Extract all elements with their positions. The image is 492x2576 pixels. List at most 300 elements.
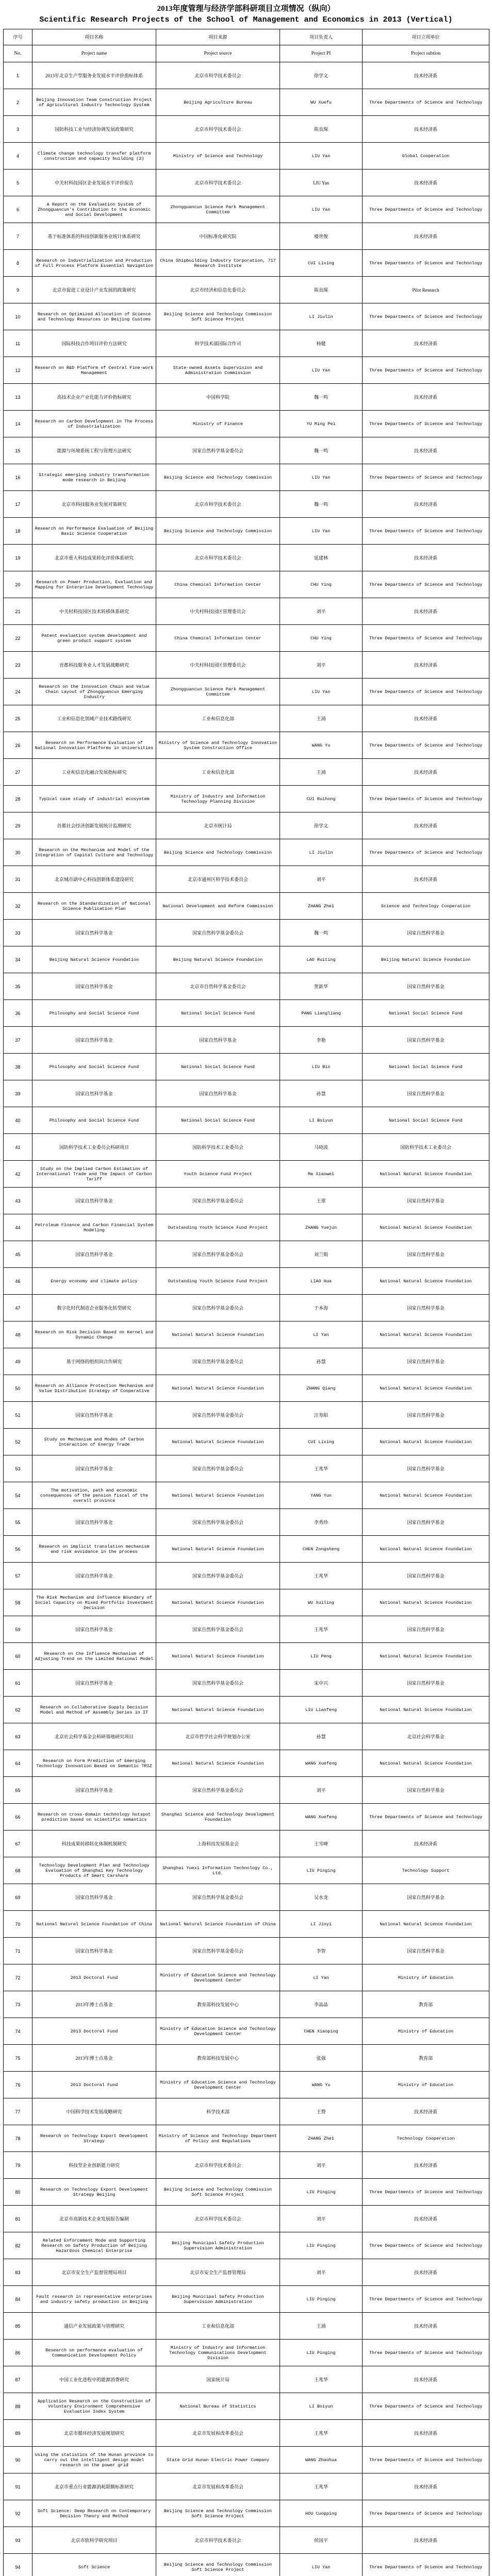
table-row [4, 705, 489, 732]
project-source: Ministry of Industry and Information Technology Planning Division [156, 786, 280, 812]
project-name: Philosophy and Social Science Fund [32, 1000, 156, 1027]
project-unit: Three Departments of Science and Technology [363, 303, 489, 330]
project-pi: CHEN Zongsheng [280, 1536, 363, 1563]
project-source: National Natural Science Foundation [156, 1750, 280, 1777]
project-name: Research on the Innovation Chain and Value Chain Layout of Zhongguancun Emerging Industry [32, 679, 156, 705]
row-number: 53 [4, 1455, 32, 1482]
project-name: 首都科技服务业人才发展战略研究 [32, 652, 156, 679]
project-unit: 国家自然科学基金 [363, 1295, 489, 1321]
row-number: 59 [4, 1616, 32, 1643]
project-name: 北京市高新技术企业发展报告编制 [32, 2206, 156, 2232]
table-row [4, 1188, 489, 1214]
table-row [4, 491, 489, 518]
project-name: Research on the Influence Mechanism of Adjusting Trend on the Limited Rational Model [32, 1643, 156, 1670]
project-name: Research on Power Production, Evaluation and Mapping for Enterprise Development Technology [32, 571, 156, 598]
project-name: 北京市重大科技成果转化评价体系研究 [32, 545, 156, 571]
project-pi: CHEN Xiaoping [280, 2018, 363, 2045]
table-row [4, 1589, 489, 1616]
project-source: 国家自然科学基金委员会 [156, 1402, 280, 1429]
project-source: 国家自然科学基金委员会 [156, 1188, 280, 1214]
project-name: 国家自然科学基金 [32, 1884, 156, 1911]
project-name: 中国科学技术发展战略研究 [32, 2098, 156, 2125]
project-unit: Global Cooperation [363, 143, 489, 170]
project-unit: 国家自然科学基金 [363, 1348, 489, 1375]
table-row [4, 652, 489, 679]
project-name: 工业和信息化融合发展指标研究 [32, 759, 156, 786]
project-pi: LIU Yan [280, 196, 363, 223]
project-pi: HOU Cuopping [280, 2500, 363, 2527]
project-name: 国家自然科学基金 [32, 1777, 156, 1804]
project-pi: 陈良琛 [280, 116, 363, 143]
row-number: 72 [4, 1964, 32, 1991]
table-row [4, 1670, 489, 1697]
project-unit: National Social Science Fund [363, 1054, 489, 1080]
project-pi: WANG Xuefeng [280, 1804, 363, 1831]
project-pi: 侯国平 [280, 2527, 363, 2554]
project-unit: 技术经济系 [363, 545, 489, 571]
project-unit: 技术经济系 [363, 2420, 489, 2447]
table-row [4, 2554, 489, 2576]
project-pi: LIU Yan [280, 2554, 363, 2576]
project-name: Using the statistics of the Hunan province to carry out the intelligent design model research on the power grid [32, 2447, 156, 2473]
project-unit: 技术经济系 [363, 598, 489, 625]
row-number: 94 [4, 2554, 32, 2576]
project-name: Research on implicit translation mechanism and risk avoidance in the process [32, 1536, 156, 1563]
table-row [4, 330, 489, 357]
project-unit: Ministry of Education [363, 1964, 489, 1991]
project-name: Research on Alliance Protection Mechanism and Value Distribution Strategy of Cooperative [32, 1375, 156, 1402]
project-pi: 刘平 [280, 598, 363, 625]
project-unit: 国家自然科学基金 [363, 1509, 489, 1536]
project-unit: Three Departments of Science and Technology [363, 2340, 489, 2366]
table-row [4, 1348, 489, 1375]
row-number: 54 [4, 1482, 32, 1509]
project-unit: Three Departments of Science and Technology [363, 2286, 489, 2313]
table-row [4, 2500, 489, 2527]
project-source: 北京市科学技术委员会 [156, 491, 280, 518]
project-unit: 国家自然科学基金 [363, 1884, 489, 1911]
project-source: National Natural Science Foundation [156, 1321, 280, 1348]
row-number: 15 [4, 437, 32, 464]
project-source: 国家自然科学基金委员会 [156, 1348, 280, 1375]
table-row [4, 1750, 489, 1777]
project-pi: LIU Peng [280, 1643, 363, 1670]
row-number: 87 [4, 2366, 32, 2393]
row-number: 68 [4, 1857, 32, 1884]
project-name: Study on Mechanism and Modes of Carbon Interaction of Energy Trade [32, 1429, 156, 1455]
project-pi: LIU Yan [280, 464, 363, 491]
project-name: 2013年博士点基金 [32, 1991, 156, 2018]
row-number: 37 [4, 1027, 32, 1054]
project-source: 国家自然科学基金委员会 [156, 1884, 280, 1911]
project-name: 国家自然科学基金 [32, 1241, 156, 1268]
table-row [4, 170, 489, 196]
row-number: 1 [4, 62, 32, 89]
project-source: National Social Science Fund [156, 1107, 280, 1134]
project-name: 国防科学技术工业委员会科研项目 [32, 1134, 156, 1161]
project-unit: National Social Science Fund [363, 1107, 489, 1134]
header-row-cn [4, 29, 489, 45]
row-number: 42 [4, 1161, 32, 1188]
project-source: 中关村科技园区管理委员会 [156, 652, 280, 679]
project-source: 中关村科技园区管理委员会 [156, 598, 280, 625]
row-number: 48 [4, 1321, 32, 1348]
table-row [4, 1107, 489, 1134]
project-unit: 国防科学技术工业委员会 [363, 1134, 489, 1161]
project-pi: WANG Yu [280, 732, 363, 759]
project-unit: 技术经济系 [363, 705, 489, 732]
row-number: 30 [4, 839, 32, 866]
project-unit: Three Departments of Science and Technology [363, 2447, 489, 2473]
row-number: 17 [4, 491, 32, 518]
row-number: 93 [4, 2527, 32, 2554]
project-source: 科学技术部国际合作司 [156, 330, 280, 357]
project-name: 国防科技工业与经济协调发展政策研究 [32, 116, 156, 143]
row-number: 81 [4, 2206, 32, 2232]
project-pi: LIU Pinging [280, 1857, 363, 1884]
project-source: Beijing Science and Technology Commission Soft Science Project [156, 2554, 280, 2576]
project-unit: 技术经济系 [363, 2313, 489, 2340]
project-pi: Ma Xiaowei [280, 1161, 363, 1188]
project-unit: National Natural Science Foundation [363, 1536, 489, 1563]
table-row [4, 625, 489, 652]
project-pi: LIU Yan [280, 143, 363, 170]
project-pi: LIAO Hua [280, 1268, 363, 1295]
project-source: 北京市科学技术委员会 [156, 170, 280, 196]
row-number: 27 [4, 759, 32, 786]
row-number: 50 [4, 1375, 32, 1402]
table-row [4, 2366, 489, 2393]
project-unit: Three Departments of Science and Technology [363, 2179, 489, 2206]
project-pi: CUI Lixing [280, 250, 363, 277]
project-unit: 技术经济系 [363, 2098, 489, 2125]
row-number: 25 [4, 705, 32, 732]
project-source: Ministry of Industry and Information Technology Communications Development Division [156, 2340, 280, 2366]
project-source: 中国科学院 [156, 384, 280, 411]
table-row [4, 1375, 489, 1402]
project-source: China Chemical Information Center [156, 571, 280, 598]
project-unit: Three Departments of Science and Technology [363, 625, 489, 652]
project-name: 2013年北京生产型服务业发展水平评价指标体系 [32, 62, 156, 89]
row-number: 75 [4, 2045, 32, 2072]
project-pi: LIU Pinging [280, 2179, 363, 2206]
project-pi: 陈良琛 [280, 277, 363, 303]
project-pi: 刘平 [280, 2152, 363, 2179]
table-row [4, 1161, 489, 1188]
project-name: 2013 Doctoral Fund [32, 1964, 156, 1991]
row-number: 38 [4, 1054, 32, 1080]
row-number: 39 [4, 1080, 32, 1107]
project-pi: LI Yan [280, 1964, 363, 1991]
row-number: 11 [4, 330, 32, 357]
project-pi: 徐学文 [280, 62, 363, 89]
table-row [4, 116, 489, 143]
project-source: 工业和信息化部 [156, 759, 280, 786]
project-unit: National Natural Science Foundation [363, 1268, 489, 1295]
project-unit: National Social Science Fund [363, 1000, 489, 1027]
project-name: 北京市循环经济发展规划研究 [32, 2420, 156, 2447]
project-unit: Beijing Natural Science Foundation [363, 946, 489, 973]
row-number: 84 [4, 2286, 32, 2313]
table-row [4, 2232, 489, 2259]
project-pi: CHU Ying [280, 625, 363, 652]
project-unit: Technology Support [363, 1857, 489, 1884]
project-unit: 技术经济系 [363, 330, 489, 357]
row-number: 86 [4, 2340, 32, 2366]
table-row [4, 1429, 489, 1455]
project-name: Patent evaluation system development and green product support system [32, 625, 156, 652]
project-source: 北京市科学技术委员会 [156, 545, 280, 571]
table-row [4, 1964, 489, 1991]
table-row [4, 2393, 489, 2420]
row-number: 19 [4, 545, 32, 571]
project-source: 教育部科技发展中心 [156, 1991, 280, 2018]
project-source: Ministry of Education Science and Technology Development Center [156, 2018, 280, 2045]
project-source: Shanghai Science and Technology Development Foundation [156, 1804, 280, 1831]
project-name: 国际科技合作项目评价方法研究 [32, 330, 156, 357]
project-name: 科技型企业创新能力研究 [32, 2152, 156, 2179]
project-pi: 王兆华 [280, 2366, 363, 2393]
header-cell: 项目立项单位 [363, 29, 489, 45]
project-pi: WANG Zhaohua [280, 2447, 363, 2473]
project-pi: 徐学文 [280, 812, 363, 839]
row-number: 91 [4, 2473, 32, 2500]
row-number: 40 [4, 1107, 32, 1134]
project-name: 国家自然科学基金 [32, 1080, 156, 1107]
project-pi: LIU Pinging [280, 2340, 363, 2366]
table-row [4, 786, 489, 812]
project-unit: Three Departments of Science and Technology [363, 250, 489, 277]
project-name: 基于网络的组织间合作研究 [32, 1348, 156, 1375]
project-unit: 技术经济系 [363, 437, 489, 464]
project-pi: LAO Ruiting [280, 946, 363, 973]
project-name: Research on Collaborative Supply Decision Model and Method of Assembly Series in IT [32, 1697, 156, 1723]
project-source: National Natural Science Foundation [156, 1429, 280, 1455]
project-unit: Three Departments of Science and Technology [363, 196, 489, 223]
row-number: 66 [4, 1804, 32, 1831]
project-unit: National Natural Science Foundation [363, 1482, 489, 1509]
project-pi: 延建林 [280, 545, 363, 571]
table-row [4, 2527, 489, 2554]
project-source: 北京市安全生产监督管理局 [156, 2259, 280, 2286]
project-source: National Natural Science Foundation [156, 1643, 280, 1670]
project-pi: 王兆华 [280, 2473, 363, 2500]
project-name: 基于标准体系的科技创新服务业统计体系研究 [32, 223, 156, 250]
row-number: 21 [4, 598, 32, 625]
project-unit: National Natural Science Foundation [363, 1161, 489, 1188]
project-source: Ministry of Science and Technology Innovation System Construction Office [156, 732, 280, 759]
table-row [4, 866, 489, 893]
project-name: 国家自然科学基金 [32, 1509, 156, 1536]
project-pi: ZHANG Zhei [280, 893, 363, 920]
project-unit: National Natural Science Foundation [363, 1375, 489, 1402]
project-name: 北京市促进工业设计产业发展的政策研究 [32, 277, 156, 303]
project-unit: National Natural Science Foundation [363, 1697, 489, 1723]
table-row [4, 598, 489, 625]
project-name: 国家自然科学基金 [32, 1616, 156, 1643]
project-source: National Natural Science Foundation [156, 1375, 280, 1402]
table-row [4, 2098, 489, 2125]
project-source: 国家自然科学基金委员会 [156, 1295, 280, 1321]
table-row [4, 893, 489, 920]
project-pi: 魏一鸣 [280, 491, 363, 518]
header-cell: 项目来源 [156, 29, 280, 45]
table-row [4, 679, 489, 705]
table-body [4, 62, 489, 2576]
project-source: 国家自然科学基金委员会 [156, 920, 280, 946]
row-number: 52 [4, 1429, 32, 1455]
project-unit: Ministry of Education [363, 2072, 489, 2098]
project-pi: LI Yan [280, 1321, 363, 1348]
project-name: 工业和信息化领域产业技术路线研究 [32, 705, 156, 732]
project-pi: 楼世俊 [280, 223, 363, 250]
project-unit: Pilot Research [363, 277, 489, 303]
project-name: 数字化时代制造企业服务化转型研究 [32, 1295, 156, 1321]
project-source: 国家自然科学基金委员会 [156, 1241, 280, 1268]
table-row [4, 1991, 489, 2018]
project-pi: ZHANG Yuejun [280, 1214, 363, 1241]
project-name: Energy economy and climate policy [32, 1268, 156, 1295]
project-name: Study on the Implied Carbon Estimation of International Trade and The Impact of Carbon Tariff [32, 1161, 156, 1188]
project-pi: WU Xuefu [280, 89, 363, 116]
row-number: 85 [4, 2313, 32, 2340]
project-name: Research on the Mechanism and Model of the Integration of Capital Culture and Technology [32, 839, 156, 866]
header-row-en [4, 45, 489, 62]
table-row [4, 2072, 489, 2098]
project-unit: 国家自然科学基金 [363, 1080, 489, 1107]
project-pi: YU Ming Pei [280, 411, 363, 437]
table-row [4, 839, 489, 866]
project-pi: CUI Lixing [280, 1429, 363, 1455]
project-unit: Three Departments of Science and Technology [363, 411, 489, 437]
table-row [4, 1509, 489, 1536]
project-unit: National Natural Science Foundation [363, 1214, 489, 1241]
project-pi: 孙慧 [280, 1723, 363, 1750]
row-number: 69 [4, 1884, 32, 1911]
table-row [4, 2179, 489, 2206]
table-row [4, 1697, 489, 1723]
table-row [4, 732, 489, 759]
project-source: 北京市科学技术委员会 [156, 116, 280, 143]
table-row [4, 1268, 489, 1295]
row-number: 16 [4, 464, 32, 491]
project-name: 国家自然科学基金 [32, 1027, 156, 1054]
table-row [4, 2018, 489, 2045]
project-unit: Three Departments of Science and Technology [363, 679, 489, 705]
project-source: 北京市经济和信息化委员会 [156, 277, 280, 303]
table-row [4, 1295, 489, 1321]
table-row [4, 2125, 489, 2152]
project-pi: 吴水龙 [280, 1884, 363, 1911]
row-number: 45 [4, 1241, 32, 1268]
project-name: 国家自然科学基金 [32, 1188, 156, 1214]
project-pi: 魏一鸣 [280, 384, 363, 411]
project-source: 北京市科学技术委员会 [156, 2152, 280, 2179]
project-unit: 国家自然科学基金 [363, 1188, 489, 1214]
project-pi: 王浦 [280, 2313, 363, 2340]
project-name: 国家自然科学基金 [32, 920, 156, 946]
project-source: China Chemical Information Center [156, 625, 280, 652]
table-row [4, 1777, 489, 1804]
table-row [4, 2340, 489, 2366]
row-number: 43 [4, 1188, 32, 1214]
project-name: 2013 Doctoral Fund [32, 2018, 156, 2045]
project-name: Soft Science: Deep Research on Contemporary Decision Theory and Method [32, 2500, 156, 2527]
table-row [4, 518, 489, 545]
table-row [4, 545, 489, 571]
row-number: 32 [4, 893, 32, 920]
project-unit: 技术经济系 [363, 170, 489, 196]
project-pi: 张强 [280, 2045, 363, 2072]
project-unit: Three Departments of Science and Technology [363, 571, 489, 598]
project-unit: 技术经济系 [363, 2527, 489, 2554]
header-cell: Project subtion [363, 45, 489, 62]
project-pi: 马晓波 [280, 1134, 363, 1161]
project-name: Petroleum Finance and Carbon Financial System Modeling [32, 1214, 156, 1241]
project-unit: Three Departments of Science and Technology [363, 786, 489, 812]
header-cell: 序号 [4, 29, 32, 45]
row-number: 58 [4, 1589, 32, 1616]
row-number: 10 [4, 303, 32, 330]
row-number: 89 [4, 2420, 32, 2447]
project-unit: 技术经济系 [363, 812, 489, 839]
project-unit: 技术经济系 [363, 1831, 489, 1857]
project-pi: 王浦 [280, 759, 363, 786]
project-name: 北京市软科学研究项目 [32, 2527, 156, 2554]
project-unit: Science and Technology Cooperation [363, 893, 489, 920]
table-row [4, 277, 489, 303]
project-unit: 国家自然科学基金 [363, 1563, 489, 1589]
project-name: 2013 Doctoral Fund [32, 2072, 156, 2098]
project-source: 国防科学技术工业委员会 [156, 1134, 280, 1161]
project-source: National Social Science Fund [156, 1000, 280, 1027]
row-number: 33 [4, 920, 32, 946]
project-name: Strategic emerging industry transformation mode research in Beijing [32, 464, 156, 491]
row-number: 88 [4, 2393, 32, 2420]
projects-table [3, 29, 489, 2576]
project-source: Beijing Science and Technology Commission Soft Science Project [156, 303, 280, 330]
project-pi: CUI Ruihong [280, 786, 363, 812]
project-name: Research on cross-domain technology hotspot prediction based on scientific semantics [32, 1804, 156, 1831]
project-source: 国家自然科学基金委员会 [156, 1938, 280, 1964]
row-number: 5 [4, 170, 32, 196]
project-name: 国家自然科学基金 [32, 1938, 156, 1964]
table-row [4, 143, 489, 170]
project-pi: 王兆华 [280, 1616, 363, 1643]
table-row [4, 1000, 489, 1027]
project-name: Beijing Innovation Team Construction Project of Agricultural Industry Technology System [32, 89, 156, 116]
project-source: Ministry of Finance [156, 411, 280, 437]
project-unit: 技术经济系 [363, 2259, 489, 2286]
row-number: 63 [4, 1723, 32, 1750]
row-number: 4 [4, 143, 32, 170]
project-unit: 教育部 [363, 2045, 489, 2072]
row-number: 36 [4, 1000, 32, 1027]
row-number: 6 [4, 196, 32, 223]
row-number: 64 [4, 1750, 32, 1777]
project-unit: 技术经济系 [363, 652, 489, 679]
project-source: State Grid Hunan Electric Power Company [156, 2447, 280, 2473]
project-pi: WANG Yu [280, 2072, 363, 2098]
project-name: Research on Performance Evaluation of Beijing Basic Science Cooperation [32, 518, 156, 545]
table-row [4, 1884, 489, 1911]
project-pi: LI Boiyun [280, 1107, 363, 1134]
table-row [4, 89, 489, 116]
project-pi: 李智 [280, 1938, 363, 1964]
project-source: Ministry of Science and Technology Department of Policy and Regulations [156, 2125, 280, 2152]
project-name: 首都社会经济创新发展统计监测研究 [32, 812, 156, 839]
row-number: 7 [4, 223, 32, 250]
